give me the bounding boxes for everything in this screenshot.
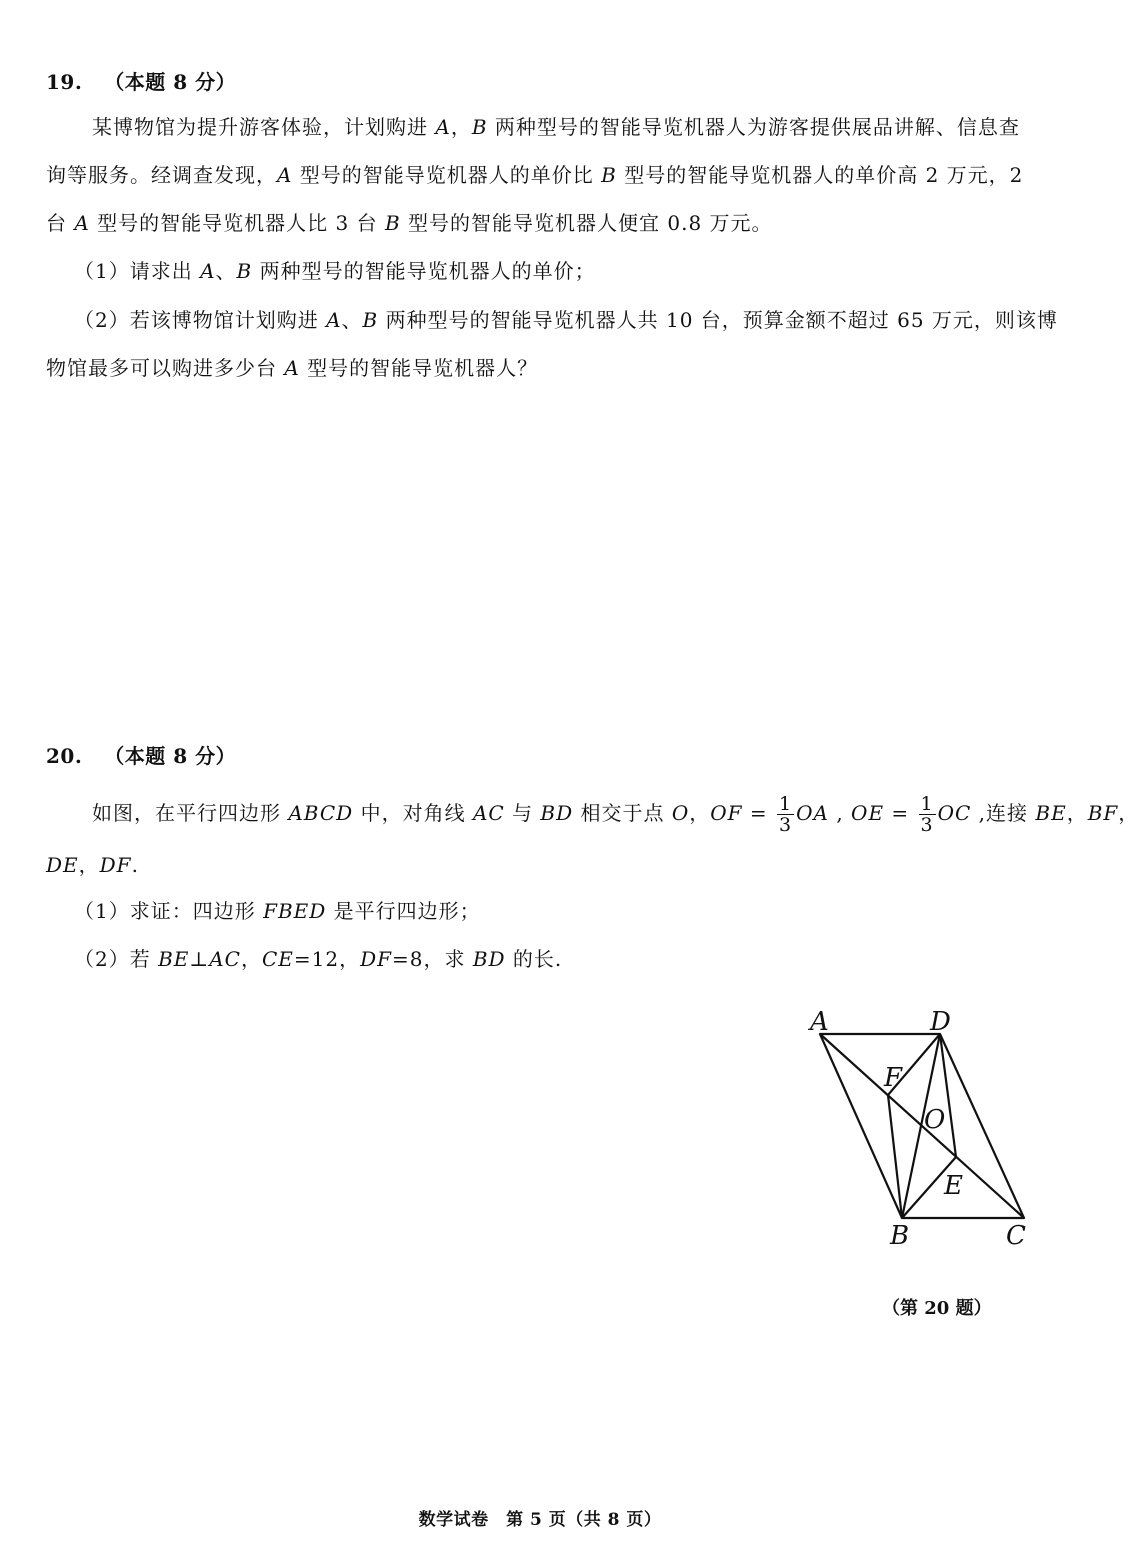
math-symbol: FBED	[263, 899, 327, 923]
math-symbol: ABCD	[288, 801, 354, 825]
math-symbol: B	[362, 308, 379, 332]
math-symbol: CE	[261, 947, 294, 971]
math-symbol: BD	[540, 801, 574, 825]
page-footer: 数学试卷 第 5 页（共 8 页）	[418, 1510, 662, 1530]
math-symbol: BF	[1087, 801, 1119, 825]
question-number: 20.	[46, 744, 83, 768]
label-f: F	[884, 1063, 903, 1093]
fraction-denominator: 3	[779, 814, 793, 836]
question-number: 19.	[46, 70, 83, 94]
math-symbol: DE	[46, 853, 79, 877]
figure-caption: （第 20 题）	[882, 1298, 992, 1319]
question-points: （本题 8 分）	[104, 744, 237, 768]
question-20-header	[46, 740, 236, 769]
math-symbol: BE	[1035, 801, 1067, 825]
question-points: （本题 8 分）	[104, 70, 237, 94]
q20-part-2: （2）若 BE⊥AC，CE=12，DF=8，求 BD 的长.	[74, 947, 563, 971]
q19-part-2-line-2: 物馆最多可以购进多少台 A 型号的智能导览机器人？	[46, 356, 539, 380]
math-symbol: B	[384, 211, 401, 235]
math-symbol: A	[277, 163, 293, 187]
math-symbol: A	[200, 259, 216, 283]
math-symbol: AC	[209, 947, 241, 971]
fraction	[919, 794, 936, 835]
q19-stem-line-1: 某博物馆为提升游客体验，计划购进 A，B 两种型号的智能导览机器人为游客提供展品讲解、信息查	[92, 115, 1020, 139]
math-symbol: OC	[937, 801, 972, 825]
math-symbol: A	[326, 308, 342, 332]
label-a: A	[810, 1007, 829, 1037]
math-symbol: A	[74, 211, 90, 235]
fraction-numerator: 1	[920, 793, 934, 815]
math-symbol: BE	[158, 947, 190, 971]
parallelogram-figure	[800, 1000, 1050, 1260]
q19-stem-line-2: 询等服务。经调查发现，A 型号的智能导览机器人的单价比 B 型号的智能导览机器人的单价高 2 万元，2	[46, 163, 1024, 187]
fraction-denominator: 3	[920, 814, 934, 836]
math-symbol: BD	[472, 947, 506, 971]
q20-part-1: （1）求证：四边形 FBED 是平行四边形；	[74, 899, 481, 923]
fraction-numerator: 1	[779, 793, 793, 815]
q19-stem-line-3: 台 A 型号的智能导览机器人比 3 台 B 型号的智能导览机器人便宜 0.8 万元。	[46, 211, 773, 235]
label-b: B	[890, 1221, 910, 1251]
label-o: O	[924, 1105, 946, 1135]
math-symbol: O	[671, 801, 690, 825]
math-symbol: OF	[710, 801, 743, 825]
label-d: D	[930, 1007, 951, 1037]
math-symbol: DF	[99, 853, 132, 877]
q20-stem-line-1: 如图，在平行四边形 ABCD 中，对角线 AC 与 BD 相交于点 O，OF = $\frac{1}{3}$ OA , OE = $\frac{1}{3}$ OC ,连接 BE，BF，	[92, 793, 1139, 836]
q20-stem-line-2: DE，DF.	[46, 853, 139, 877]
segment-bf	[888, 1095, 902, 1218]
fraction	[777, 794, 794, 835]
math-symbol: B	[236, 259, 253, 283]
q19-part-2-line-1: （2）若该博物馆计划购进 A、B 两种型号的智能导览机器人共 10 台，预算金额不超过 65 万元，则该博	[74, 308, 1058, 332]
math-symbol: AC	[472, 801, 505, 825]
math-symbol: B	[471, 115, 488, 139]
math-symbol: A	[284, 356, 300, 380]
label-c: C	[1006, 1221, 1026, 1251]
math-symbol: OA	[796, 801, 829, 825]
math-symbol: B	[601, 163, 617, 187]
math-symbol: DF	[360, 947, 392, 971]
math-symbol: A	[435, 115, 451, 139]
math-symbol: OE	[851, 801, 885, 825]
label-e: E	[944, 1171, 963, 1201]
q19-part-1: （1）请求出 A、B 两种型号的智能导览机器人的单价；	[74, 259, 596, 283]
question-19-header	[46, 66, 236, 95]
